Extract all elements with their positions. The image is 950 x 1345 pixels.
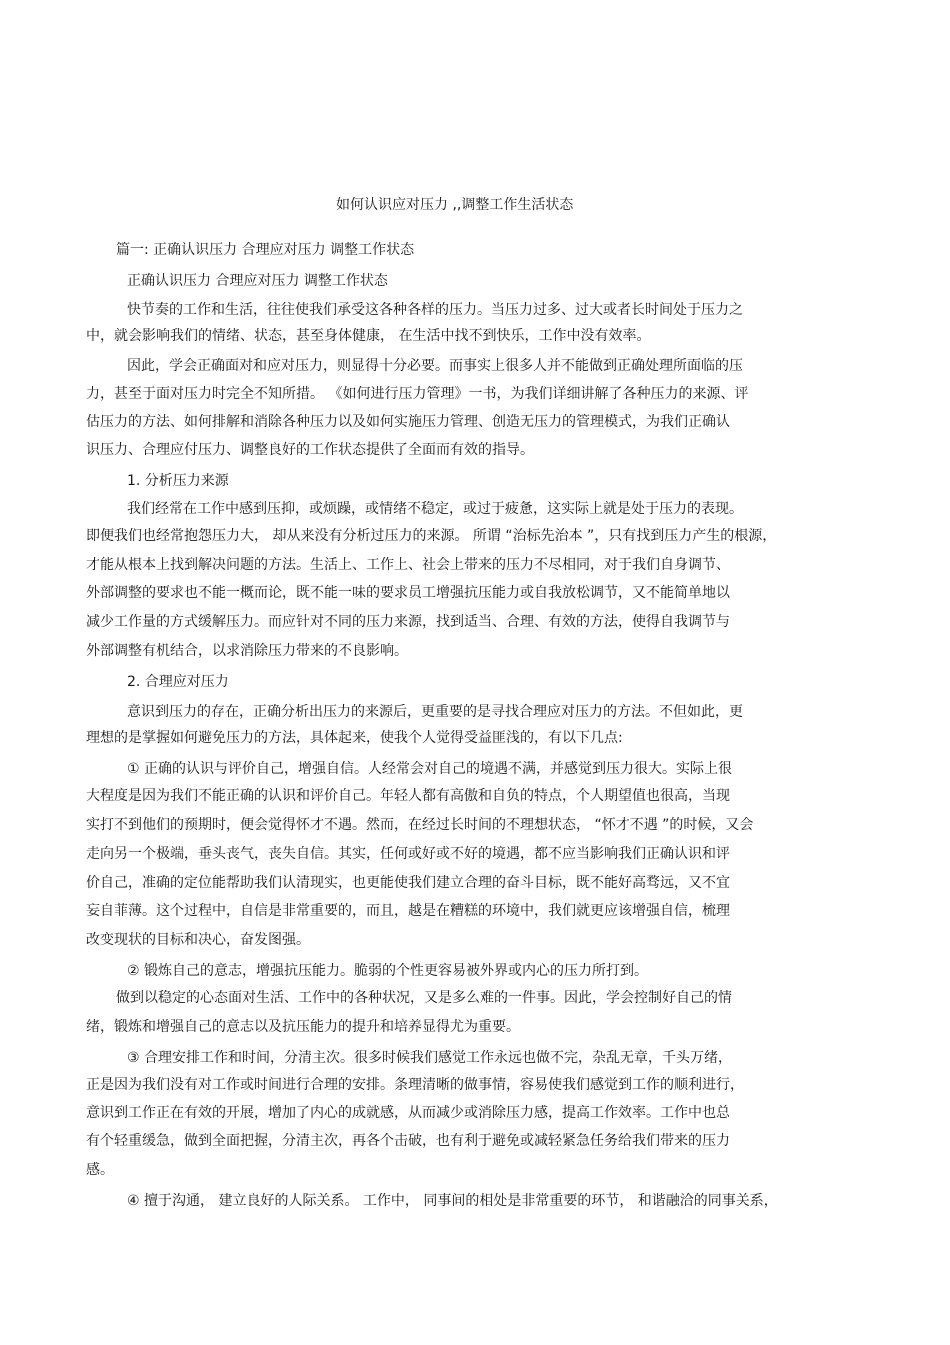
paragraph-line: 改变现状的目标和决心，奋发图强。	[86, 932, 310, 948]
paragraph-line: 走向另一个极端，垂头丧气，丧失自信。其实，任何或好或不好的境遇，都不应当影响我们正确认识和评	[86, 846, 730, 862]
section-heading: 1. 分析压力来源	[127, 473, 229, 489]
paragraph-line: 中，就会影响我们的情绪、状态，甚至身体健康， 在生活中找不到快乐，工作中没有效率。	[86, 328, 651, 344]
paragraph-line: 大程度是因为我们不能正确的认识和评价自己。年轻人都有高傲和自负的特点，个人期望值也很高，当现	[86, 788, 730, 804]
paragraph-line: 识压力、合理应付压力、调整良好的工作状态提供了全面而有效的指导。	[86, 442, 534, 458]
list-item: ④ 擅于沟通， 建立良好的人际关系。 工作中， 同事间的相处是非常重要的环节， 和谐融洽的同事关系，	[127, 1193, 778, 1209]
section-heading: 篇一: 正确认识压力 合理应对压力 调整工作状态	[116, 242, 415, 258]
paragraph-line: 绪，锻炼和增强自己的意志以及抗压能力的提升和培养显得尤为重要。	[86, 1019, 520, 1035]
paragraph-line: 有个轻重缓急，做到全面把握，分清主次，再各个击破，也有利于避免或减轻紧急任务给我们带来的压力	[86, 1133, 730, 1149]
paragraph-line: 妄自菲薄。这个过程中，自信是非常重要的，而且，越是在糟糕的环境中，我们就更应该增强自信，梳理	[86, 903, 730, 919]
paragraph-line: 价自己，准确的定位能帮助我们认清现实，也更能使我们建立合理的奋斗目标，既不能好高骛远，又不宜	[86, 875, 730, 891]
paragraph-line: 意识到压力的存在，正确分析出压力的来源后，更重要的是寻找合理应对压力的方法。不但如此，更	[127, 704, 743, 720]
paragraph-line: 实打不到他们的预期时，便会觉得怀才不遇。然而，在经过长时间的不理想状态， “怀才不遇 ”的时候，又会	[86, 817, 754, 833]
paragraph-line: 正是因为我们没有对工作或时间进行合理的安排。条理清晰的做事情，容易使我们感觉到工作的顺利进行，	[86, 1077, 744, 1093]
paragraph-line: 我们经常在工作中感到压抑，或烦躁，或情绪不稳定，或过于疲惫，这实际上就是处于压力的表现。	[127, 501, 743, 517]
paragraph-line: 感。	[86, 1162, 114, 1178]
paragraph-line: 因此，学会正确面对和应对压力，则显得十分必要。而事实上很多人并不能做到正确处理所面临的压	[127, 358, 743, 374]
list-item: ③ 合理安排工作和时间，分清主次。很多时候我们感觉工作永远也做不完，杂乱无章，千头万绪，	[127, 1050, 732, 1066]
paragraph-line: 快节奏的工作和生活，往往使我们承受这各种各样的压力。当压力过多、过大或者长时间处于压力之	[127, 302, 743, 318]
paragraph-line: 减少工作量的方式缓解压力。而应针对不同的压力来源，找到适当、合理、有效的方法，使得自我调节与	[86, 614, 730, 630]
section-heading: 2. 合理应对压力	[127, 674, 229, 690]
paragraph-line: 正确认识压力 合理应对压力 调整工作状态	[127, 273, 388, 289]
paragraph-line: 做到以稳定的心态面对生活、工作中的各种状况，又是多么难的一件事。因此，学会控制好自己的情	[116, 990, 732, 1006]
list-item: ② 锻炼自己的意志，增强抗压能力。脆弱的个性更容易被外界或内心的压力所打到。	[127, 963, 648, 979]
paragraph-line: 外部调整有机结合，以求消除压力带来的不良影响。	[86, 643, 408, 659]
paragraph-line: 意识到工作正在有效的开展，增加了内心的成就感，从而减少或消除压力感，提高工作效率。工作中也总	[86, 1105, 730, 1121]
paragraph-line: 估压力的方法、如何排解和消除各种压力以及如何实施压力管理、创造无压力的管理模式，为我们正确认	[86, 414, 730, 430]
paragraph-line: 理想的是掌握如何避免压力的方法，具体起来，使我个人觉得受益匪浅的，有以下几点:	[86, 730, 623, 746]
paragraph-line: 即便我们也经常抱怨压力大， 却从来没有分析过压力的来源。 所谓 “治标先治本 ”，只有找到压力产生的根源，	[86, 528, 777, 544]
paragraph-line: 力，甚至于面对压力时完全不知所措。 《如何进行压力管理》一书，为我们详细讲解了各种压力的来源、评	[86, 386, 749, 402]
list-item: ① 正确的认识与评价自己，增强自信。人经常会对自己的境遇不满，并感觉到压力很大。实际上很	[127, 761, 732, 777]
paragraph-line: 才能从根本上找到解决问题的方法。生活上、工作上、社会上带来的压力不尽相同，对于我们自身调节、	[86, 557, 730, 573]
paragraph-line: 外部调整的要求也不能一概而论，既不能一味的要求员工增强抗压能力或自我放松调节，又不能简单地以	[86, 585, 730, 601]
document-title: 如何认识应对压力 ,,调整工作生活状态	[336, 197, 574, 213]
